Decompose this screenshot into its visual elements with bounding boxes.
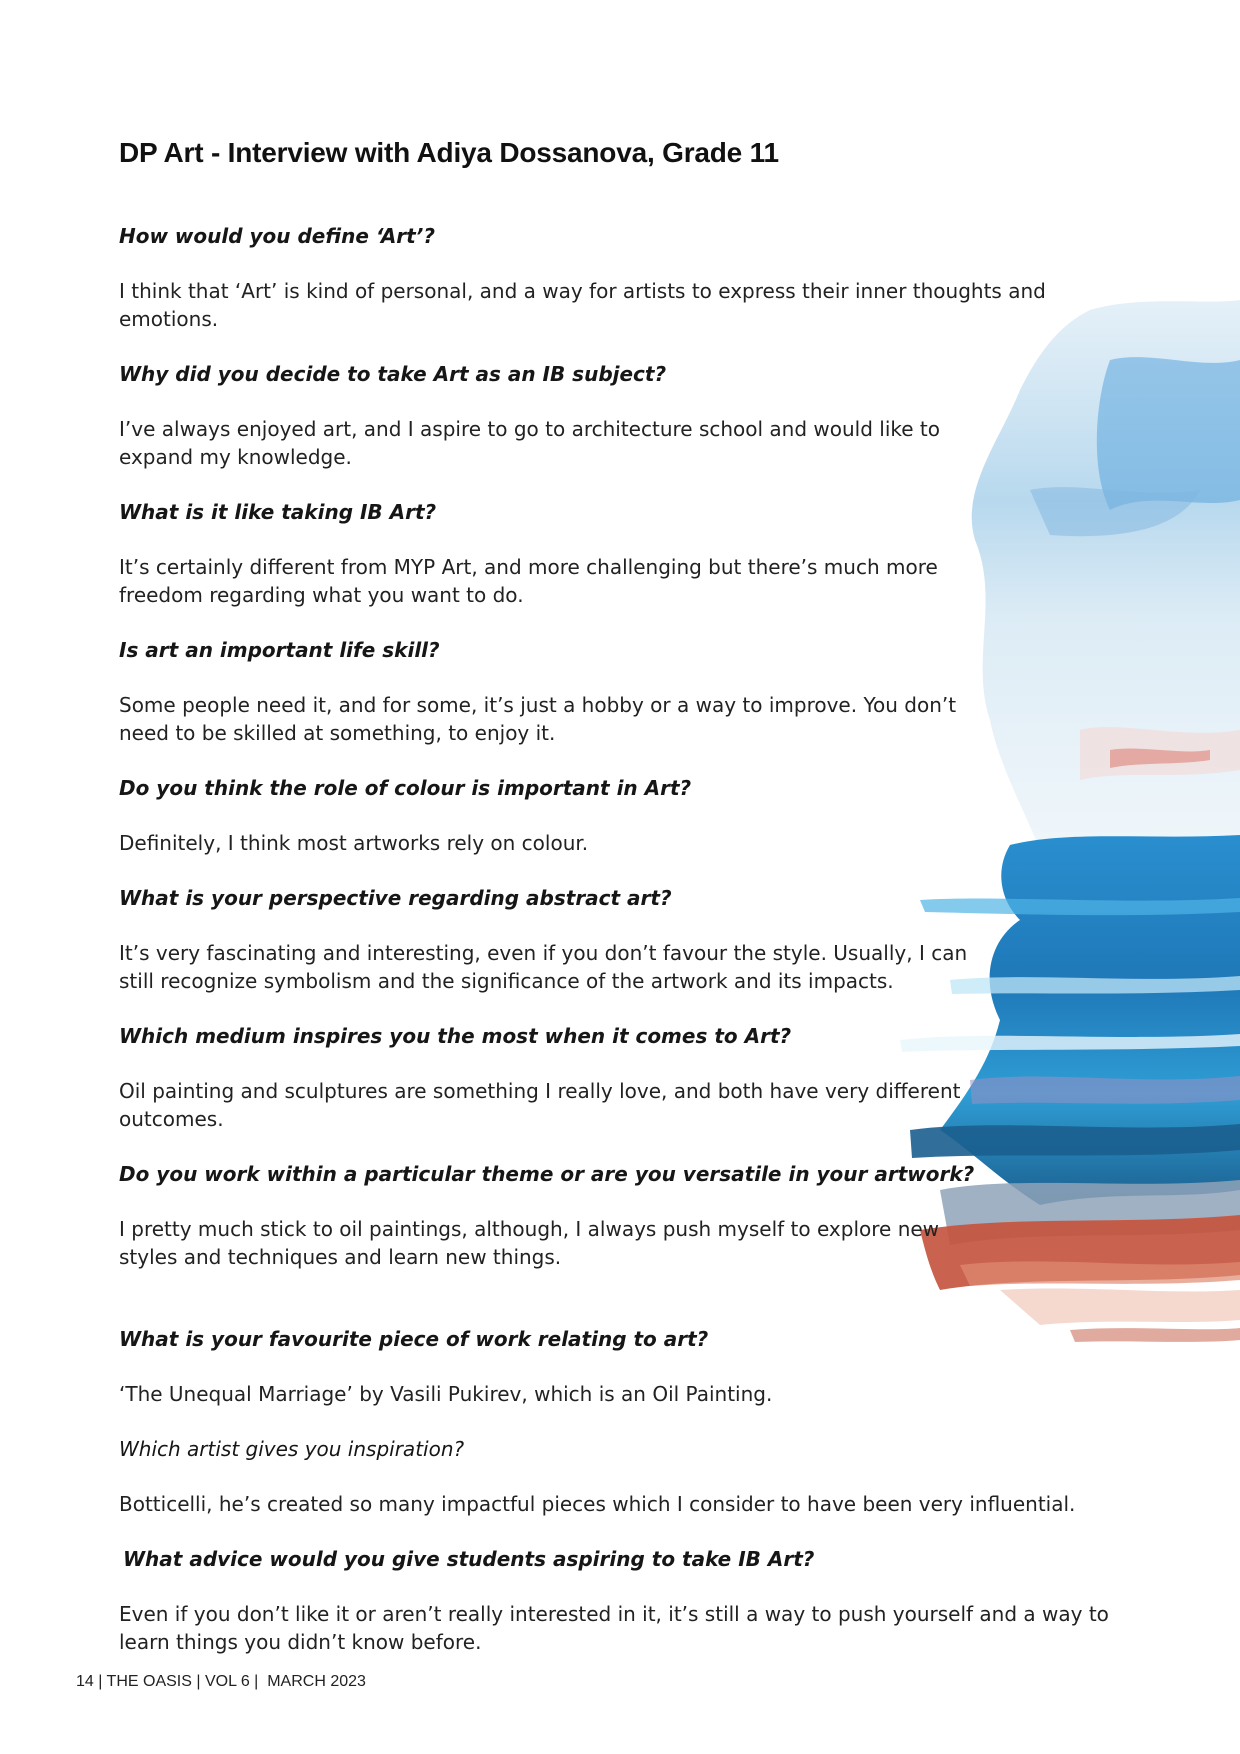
interview-answer: Oil painting and sculptures are something I really love, and both have very different outcomes. [119,1079,961,1131]
interview-question: What is your favourite piece of work relating to art? [119,1327,709,1351]
interview-question: Which artist gives you inspiration? [119,1437,465,1461]
article-title: DP Art - Interview with Adiya Dossanova, Grade 11 [119,137,779,168]
interview-question: How would you define ‘Art’? [119,224,435,248]
interview-answer: Definitely, I think most artworks rely on colour. [119,831,589,855]
interview-question: Which medium inspires you the most when it comes to Art? [119,1024,792,1048]
interview-answer: Even if you don’t like it or aren’t really interested in it, it’s still a way to push yourself and a way to learn things you didn’t know before. [119,1602,1109,1654]
interview-question: What advice would you give students aspiring to take IB Art? [123,1547,815,1571]
interview-answer: Some people need it, and for some, it’s just a hobby or a way to improve. You don’t need to be skilled at something, to enjoy it. [119,693,957,745]
interview-answer: I pretty much stick to oil paintings, although, I always push myself to explore new styles and techniques and learn new things. [119,1217,940,1269]
interview-answer: It’s very fascinating and interesting, even if you don’t favour the style. Usually, I can still recognize symbolism and the significance of the artwork and its impacts. [119,941,968,993]
interview-answer: It’s certainly different from MYP Art, and more challenging but there’s much more freedom regarding what you want to do. [119,555,938,607]
interview-answer: I’ve always enjoyed art, and I aspire to go to architecture school and would like to expand my knowledge. [119,417,941,469]
interview-question: Why did you decide to take Art as an IB subject? [119,362,667,386]
interview-question: Is art an important life skill? [119,638,440,662]
interview-body [119,222,1109,1683]
page-footer: 14 | THE OASIS | VOL 6 | MARCH 2023 [76,1673,366,1690]
interview-answer: ‘The Unequal Marriage’ by Vasili Pukirev, which is an Oil Painting. [119,1382,773,1406]
interview-question: What is your perspective regarding abstract art? [119,886,672,910]
interview-question: What is it like taking IB Art? [119,500,437,524]
interview-answer: Botticelli, he’s created so many impactful pieces which I consider to have been very influential. [119,1492,1076,1516]
interview-question: Do you work within a particular theme or are you versatile in your artwork? [119,1162,975,1186]
interview-question: Do you think the role of colour is important in Art? [119,776,692,800]
interview-answer: I think that ‘Art’ is kind of personal, and a way for artists to express their inner thoughts and emotions. [119,279,1046,331]
